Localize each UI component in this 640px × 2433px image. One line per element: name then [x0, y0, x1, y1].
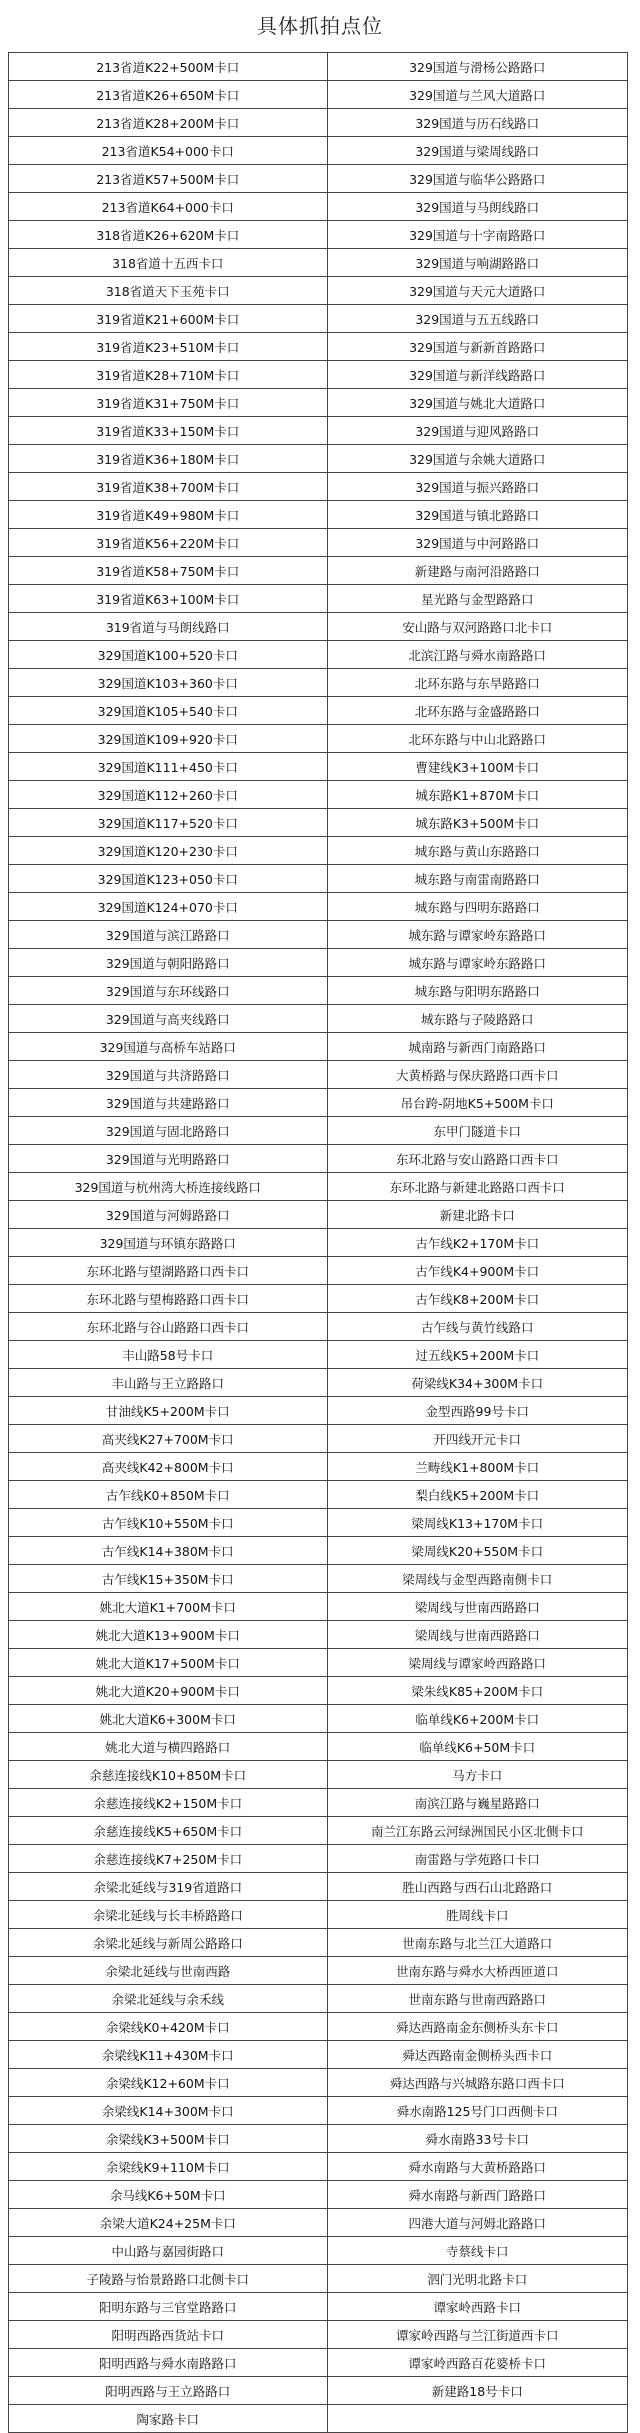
checkpoint-cell-right: 世南东路与北兰江大道路口 [327, 1929, 628, 1957]
checkpoint-cell-right: 329国道与临华公路路口 [327, 165, 628, 193]
checkpoint-cell-right: 舜达西路南金侧桥头西卡口 [327, 2041, 628, 2069]
checkpoint-cell-right: 梁周线与谭家岭西路路口 [327, 1649, 628, 1677]
checkpoint-cell-right: 古乍线K2+170M卡口 [327, 1229, 628, 1257]
table-row [9, 305, 628, 333]
checkpoint-cell-right: 舜水南路与新西门路路口 [327, 2181, 628, 2209]
table-row [9, 529, 628, 557]
checkpoint-cell-left: 余马线K6+50M卡口 [9, 2181, 328, 2209]
table-row [9, 2153, 628, 2181]
checkpoint-cell-left: 329国道K120+230卡口 [9, 837, 328, 865]
checkpoint-cell-right: 城东路与谭家岭东路路口 [327, 921, 628, 949]
checkpoint-cell-left: 329国道与杭州湾大桥连接线路口 [9, 1173, 328, 1201]
checkpoint-cell-right: 胜周线卡口 [327, 1901, 628, 1929]
checkpoint-cell-left: 姚北大道K1+700M卡口 [9, 1593, 328, 1621]
checkpoint-cell-left: 213省道K22+500M卡口 [9, 53, 328, 81]
checkpoint-cell-left: 东环北路与谷山路路口西卡口 [9, 1313, 328, 1341]
checkpoint-cell-right: 东甲门隧道卡口 [327, 1117, 628, 1145]
checkpoint-cell-right: 舜水南路125号门口西侧卡口 [327, 2097, 628, 2125]
checkpoint-cell-right: 世南东路与舜水大桥西匝道口 [327, 1957, 628, 1985]
checkpoint-cell-left: 余梁北延线与新周公路路口 [9, 1929, 328, 1957]
checkpoint-cell-right: 吊台跨-阴地K5+500M卡口 [327, 1089, 628, 1117]
checkpoint-cell-right: 谭家岭西路卡口 [327, 2293, 628, 2321]
checkpoint-cell-left: 姚北大道K20+900M卡口 [9, 1677, 328, 1705]
table-row [9, 977, 628, 1005]
checkpoint-cell-left: 东环北路与望湖路路口西卡口 [9, 1257, 328, 1285]
checkpoint-cell-left: 阳明东路与三官堂路路口 [9, 2293, 328, 2321]
checkpoint-cell-left: 古乍线K0+850M卡口 [9, 1481, 328, 1509]
checkpoint-cell-left: 319省道与马朗线路口 [9, 613, 328, 641]
table-row [9, 1257, 628, 1285]
checkpoint-cell-right: 舜达西路与兴城路东路口西卡口 [327, 2069, 628, 2097]
table-row [9, 501, 628, 529]
table-row [9, 1845, 628, 1873]
checkpoint-cell-right: 寺蔡线卡口 [327, 2237, 628, 2265]
checkpoint-cell-right: 梁周线与世南西路路口 [327, 1621, 628, 1649]
checkpoint-cell-left: 319省道K21+600M卡口 [9, 305, 328, 333]
checkpoint-cell-left: 余梁线K11+430M卡口 [9, 2041, 328, 2069]
table-row [9, 1985, 628, 2013]
table-row [9, 53, 628, 81]
checkpoint-cell-left: 329国道与高夹线路口 [9, 1005, 328, 1033]
checkpoint-cell-left: 余梁线K0+420M卡口 [9, 2013, 328, 2041]
table-row [9, 1957, 628, 1985]
table-row [9, 1565, 628, 1593]
checkpoint-cell-right: 329国道与姚北大道路口 [327, 389, 628, 417]
checkpoint-cell-left: 余梁线K12+60M卡口 [9, 2069, 328, 2097]
checkpoint-cell-right: 北环东路与中山北路路口 [327, 725, 628, 753]
table-row [9, 613, 628, 641]
checkpoint-cell-right: 城东路与阳明东路路口 [327, 977, 628, 1005]
table-row [9, 277, 628, 305]
page-title: 具体抓拍点位 [257, 14, 383, 38]
checkpoint-cell-right: 梁周线K13+170M卡口 [327, 1509, 628, 1537]
table-row [9, 2209, 628, 2237]
table-row [9, 1901, 628, 1929]
checkpoint-cell-left: 姚北大道K17+500M卡口 [9, 1649, 328, 1677]
table-row [9, 1453, 628, 1481]
checkpoint-cell-left: 329国道与东环线路口 [9, 977, 328, 1005]
checkpoint-cell-left: 329国道与河姆路路口 [9, 1201, 328, 1229]
checkpoint-cell-right: 金型西路99号卡口 [327, 1397, 628, 1425]
checkpoint-cell-left: 陶家路卡口 [9, 2405, 328, 2433]
table-row [9, 949, 628, 977]
checkpoint-cell-right: 四港大道与河姆北路路口 [327, 2209, 628, 2237]
checkpoint-cell-right: 梁周线K20+550M卡口 [327, 1537, 628, 1565]
checkpoint-cell-right: 兰畴线K1+800M卡口 [327, 1453, 628, 1481]
checkpoint-cell-left: 329国道K103+360卡口 [9, 669, 328, 697]
checkpoint-cell-right: 舜水南路33号卡口 [327, 2125, 628, 2153]
checkpoint-cell-right: 329国道与梁周线路口 [327, 137, 628, 165]
checkpoint-cell-right: 星光路与金型路路口 [327, 585, 628, 613]
checkpoint-cell-right: 大黄桥路与保庆路路口西卡口 [327, 1061, 628, 1089]
checkpoint-cell-right: 329国道与中河路路口 [327, 529, 628, 557]
table-row [9, 1733, 628, 1761]
table-row [9, 249, 628, 277]
table-row [9, 893, 628, 921]
checkpoint-cell-right: 329国道与振兴路路口 [327, 473, 628, 501]
table-row [9, 1481, 628, 1509]
checkpoint-cell-left: 高夹线K42+800M卡口 [9, 1453, 328, 1481]
checkpoint-cell-left: 329国道与高桥车站路口 [9, 1033, 328, 1061]
checkpoint-cell-left: 329国道与滨江路路口 [9, 921, 328, 949]
table-row [9, 1285, 628, 1313]
checkpoint-cell-right: 马方卡口 [327, 1761, 628, 1789]
checkpoint-cell-left: 329国道与固北路路口 [9, 1117, 328, 1145]
table-row [9, 585, 628, 613]
checkpoint-cell-right: 谭家岭西路百花婆桥卡口 [327, 2349, 628, 2377]
table-row [9, 1117, 628, 1145]
checkpoint-cell-right: 329国道与十字南路路口 [327, 221, 628, 249]
checkpoint-cell-right: 南滨江路与巍星路路口 [327, 1789, 628, 1817]
checkpoint-cell-left: 329国道K100+520卡口 [9, 641, 328, 669]
checkpoint-cell-right: 梁周线与世南西路路口 [327, 1593, 628, 1621]
checkpoint-cell-left: 阳明西路西货站卡口 [9, 2321, 328, 2349]
table-row [9, 2041, 628, 2069]
table-row [9, 361, 628, 389]
checkpoint-cell-left: 318省道K26+620M卡口 [9, 221, 328, 249]
checkpoint-cell-right: 东环北路与安山路路口西卡口 [327, 1145, 628, 1173]
checkpoint-cell-right: 城东路与子陵路路口 [327, 1005, 628, 1033]
table-row [9, 2013, 628, 2041]
table-row [9, 1313, 628, 1341]
checkpoint-cell-right: 古乍线K4+900M卡口 [327, 1257, 628, 1285]
checkpoint-cell-left: 213省道K57+500M卡口 [9, 165, 328, 193]
checkpoint-cell-left: 余梁北延线与319省道路口 [9, 1873, 328, 1901]
checkpoint-cell-left: 余梁北延线与余禾线 [9, 1985, 328, 2013]
table-row [9, 837, 628, 865]
checkpoint-cell-left: 姚北大道K13+900M卡口 [9, 1621, 328, 1649]
checkpoint-cell-right: 舜水南路与大黄桥路路口 [327, 2153, 628, 2181]
checkpoint-cell-left: 318省道天下玉苑卡口 [9, 277, 328, 305]
checkpoint-cell-right: 舜达西路南金东侧桥头东卡口 [327, 2013, 628, 2041]
table-row [9, 1425, 628, 1453]
checkpoint-cell-right: 泗门光明北路卡口 [327, 2265, 628, 2293]
checkpoint-cell-right: 北环东路与金盛路路口 [327, 697, 628, 725]
checkpoint-cell-left: 高夹线K27+700M卡口 [9, 1425, 328, 1453]
table-row [9, 1593, 628, 1621]
checkpoint-cell-right: 城东路与谭家岭东路路口 [327, 949, 628, 977]
table-row [9, 1341, 628, 1369]
checkpoint-cell-left: 余梁大道K24+25M卡口 [9, 2209, 328, 2237]
checkpoint-cell-right: 329国道与余姚大道路口 [327, 445, 628, 473]
table-row [9, 2097, 628, 2125]
checkpoint-cell-left: 余梁北延线与世南西路 [9, 1957, 328, 1985]
table-row [9, 1789, 628, 1817]
checkpoint-cell-left: 古乍线K10+550M卡口 [9, 1509, 328, 1537]
checkpoint-cell-left: 甘油线K5+200M卡口 [9, 1397, 328, 1425]
checkpoint-cell-left: 余梁线K3+500M卡口 [9, 2125, 328, 2153]
checkpoint-cell-right: 梁朱线K85+200M卡口 [327, 1677, 628, 1705]
checkpoint-cell-right: 古乍线与黄竹线路口 [327, 1313, 628, 1341]
checkpoint-cell-right: 荷梁线K34+300M卡口 [327, 1369, 628, 1397]
checkpoint-cell-right: 曹建线K3+100M卡口 [327, 753, 628, 781]
table-row [9, 2181, 628, 2209]
checkpoint-cell-left: 余梁北延线与长丰桥路路口 [9, 1901, 328, 1929]
table-row [9, 1005, 628, 1033]
checkpoint-cell-left: 329国道K111+450卡口 [9, 753, 328, 781]
table-row [9, 445, 628, 473]
table-body [9, 53, 628, 2433]
table-row [9, 165, 628, 193]
checkpoint-cell-left: 329国道与共建路路口 [9, 1089, 328, 1117]
checkpoint-cell-left: 329国道与光明路路口 [9, 1145, 328, 1173]
table-row [9, 1173, 628, 1201]
checkpoint-cell-left: 329国道与共济路路口 [9, 1061, 328, 1089]
checkpoint-cell-left: 余慈连接线K2+150M卡口 [9, 1789, 328, 1817]
table-row [9, 1621, 628, 1649]
checkpoint-cell-left: 319省道K28+710M卡口 [9, 361, 328, 389]
checkpoint-table [8, 52, 628, 2433]
checkpoint-cell-left: 古乍线K14+380M卡口 [9, 1537, 328, 1565]
table-row [9, 1677, 628, 1705]
checkpoint-cell-right: 南雷路与学苑路口卡口 [327, 1845, 628, 1873]
checkpoint-cell-right: 329国道与马朗线路口 [327, 193, 628, 221]
checkpoint-cell-right: 城东路与黄山东路路口 [327, 837, 628, 865]
checkpoint-cell-right: 世南东路与世南西路路口 [327, 1985, 628, 2013]
table-row [9, 1369, 628, 1397]
table-row [9, 221, 628, 249]
table-row [9, 1873, 628, 1901]
checkpoint-cell-right: 329国道与兰风大道路口 [327, 81, 628, 109]
table-row [9, 1817, 628, 1845]
checkpoint-cell-left: 余梁线K9+110M卡口 [9, 2153, 328, 2181]
checkpoint-cell-right: 南兰江东路云河绿洲国民小区北侧卡口 [327, 1817, 628, 1845]
checkpoint-cell-right: 城南路与新西门南路路口 [327, 1033, 628, 1061]
table-row [9, 1089, 628, 1117]
table-row [9, 865, 628, 893]
checkpoint-cell-right: 329国道与历石线路口 [327, 109, 628, 137]
checkpoint-cell-left: 中山路与嘉园街路口 [9, 2237, 328, 2265]
table-row [9, 1705, 628, 1733]
table-row [9, 557, 628, 585]
checkpoint-cell-right: 城东路K3+500M卡口 [327, 809, 628, 837]
table-row [9, 1145, 628, 1173]
checkpoint-cell-left: 329国道K124+070卡口 [9, 893, 328, 921]
checkpoint-cell-left: 213省道K54+000卡口 [9, 137, 328, 165]
table-row [9, 2377, 628, 2405]
table-row [9, 2069, 628, 2097]
checkpoint-cell-right: 329国道与天元大道路口 [327, 277, 628, 305]
checkpoint-cell-left: 姚北大道与横四路路口 [9, 1733, 328, 1761]
checkpoint-cell-right: 329国道与迎风路路口 [327, 417, 628, 445]
checkpoint-cell-right: 谭家岭西路与兰江街道西卡口 [327, 2321, 628, 2349]
checkpoint-cell-right: 新建北路卡口 [327, 1201, 628, 1229]
checkpoint-cell-right: 胜山西路与西石山北路路口 [327, 1873, 628, 1901]
checkpoint-cell-right: 329国道与响湖路路口 [327, 249, 628, 277]
table-row [9, 1397, 628, 1425]
table-row [9, 2237, 628, 2265]
checkpoint-cell-left: 319省道K38+700M卡口 [9, 473, 328, 501]
checkpoint-cell-right: 城东路与四明东路路口 [327, 893, 628, 921]
checkpoint-cell-left: 319省道K56+220M卡口 [9, 529, 328, 557]
table-row [9, 417, 628, 445]
checkpoint-cell-left: 阳明西路与舜水南路路口 [9, 2349, 328, 2377]
checkpoint-cell-right: 过五线K5+200M卡口 [327, 1341, 628, 1369]
checkpoint-cell-left: 余慈连接线K7+250M卡口 [9, 1845, 328, 1873]
checkpoint-cell-left: 319省道K49+980M卡口 [9, 501, 328, 529]
checkpoint-cell-right: 329国道与新新首路路口 [327, 333, 628, 361]
table-row [9, 809, 628, 837]
checkpoint-cell-left: 子陵路与怡景路路口北侧卡口 [9, 2265, 328, 2293]
checkpoint-cell-left: 213省道K64+000卡口 [9, 193, 328, 221]
checkpoint-cell-right: 古乍线K8+200M卡口 [327, 1285, 628, 1313]
checkpoint-cell-right: 安山路与双河路路口北卡口 [327, 613, 628, 641]
checkpoint-cell-left: 329国道K123+050卡口 [9, 865, 328, 893]
table-row [9, 2265, 628, 2293]
table-row [9, 921, 628, 949]
checkpoint-cell-left: 丰山路与王立路路口 [9, 1369, 328, 1397]
checkpoint-cell-left: 东环北路与望梅路路口西卡口 [9, 1285, 328, 1313]
table-row [9, 473, 628, 501]
checkpoint-cell-right: 梁周线与金型西路南侧卡口 [327, 1565, 628, 1593]
checkpoint-cell-right: 城东路K1+870M卡口 [327, 781, 628, 809]
table-row [9, 725, 628, 753]
checkpoint-cell-left: 329国道K109+920卡口 [9, 725, 328, 753]
checkpoint-cell-left: 余梁线K14+300M卡口 [9, 2097, 328, 2125]
checkpoint-cell-right: 329国道与新洋线路路口 [327, 361, 628, 389]
checkpoint-cell-left: 319省道K23+510M卡口 [9, 333, 328, 361]
table-row [9, 1033, 628, 1061]
table-row [9, 81, 628, 109]
table-row [9, 137, 628, 165]
checkpoint-cell-left: 丰山路58号卡口 [9, 1341, 328, 1369]
checkpoint-cell-left: 213省道K26+650M卡口 [9, 81, 328, 109]
checkpoint-cell-right: 北环东路与东旱路路口 [327, 669, 628, 697]
checkpoint-cell-left: 余慈连接线K5+650M卡口 [9, 1817, 328, 1845]
checkpoint-cell-right: 临单线K6+200M卡口 [327, 1705, 628, 1733]
checkpoint-cell-left: 329国道与朝阳路路口 [9, 949, 328, 977]
table-row [9, 641, 628, 669]
checkpoint-cell-right: 329国道与镇北路路口 [327, 501, 628, 529]
checkpoint-cell-right: 城东路与南雷南路路口 [327, 865, 628, 893]
checkpoint-cell-left: 213省道K28+200M卡口 [9, 109, 328, 137]
checkpoint-cell-left: 318省道十五西卡口 [9, 249, 328, 277]
checkpoint-cell-left: 319省道K58+750M卡口 [9, 557, 328, 585]
checkpoint-cell-right: 新建路18号卡口 [327, 2377, 628, 2405]
checkpoint-cell-right: 梨白线K5+200M卡口 [327, 1481, 628, 1509]
checkpoint-cell-left: 古乍线K15+350M卡口 [9, 1565, 328, 1593]
checkpoint-cell-right: 新建路与南河沿路路口 [327, 557, 628, 585]
table-row [9, 1201, 628, 1229]
checkpoint-cell-left: 姚北大道K6+300M卡口 [9, 1705, 328, 1733]
table-row [9, 2125, 628, 2153]
checkpoint-cell-left: 余慈连接线K10+850M卡口 [9, 1761, 328, 1789]
checkpoint-cell-right: 东环北路与新建北路路口西卡口 [327, 1173, 628, 1201]
table-row [9, 1649, 628, 1677]
checkpoint-cell-right [327, 2405, 628, 2433]
table-row [9, 697, 628, 725]
checkpoint-cell-right: 329国道与五五线路口 [327, 305, 628, 333]
table-row [9, 109, 628, 137]
table-row [9, 2321, 628, 2349]
checkpoint-cell-right: 北滨江路与舜水南路路口 [327, 641, 628, 669]
table-row [9, 1229, 628, 1257]
checkpoint-cell-left: 319省道K36+180M卡口 [9, 445, 328, 473]
table-row [9, 753, 628, 781]
table-row [9, 1509, 628, 1537]
checkpoint-cell-left: 319省道K31+750M卡口 [9, 389, 328, 417]
table-row [9, 1537, 628, 1565]
table-row [9, 1929, 628, 1957]
checkpoint-cell-left: 329国道与环镇东路路口 [9, 1229, 328, 1257]
checkpoint-cell-right: 开四线开元卡口 [327, 1425, 628, 1453]
table-row [9, 2349, 628, 2377]
table-row [9, 389, 628, 417]
checkpoint-cell-left: 329国道K105+540卡口 [9, 697, 328, 725]
checkpoint-cell-right: 329国道与滑杨公路路口 [327, 53, 628, 81]
checkpoint-cell-left: 319省道K63+100M卡口 [9, 585, 328, 613]
checkpoint-cell-left: 319省道K33+150M卡口 [9, 417, 328, 445]
checkpoint-cell-left: 阳明西路与王立路路口 [9, 2377, 328, 2405]
table-row [9, 193, 628, 221]
checkpoint-cell-left: 329国道K117+520卡口 [9, 809, 328, 837]
checkpoint-cell-left: 329国道K112+260卡口 [9, 781, 328, 809]
table-row [9, 333, 628, 361]
table-row [9, 2405, 628, 2433]
table-row [9, 1761, 628, 1789]
table-row [9, 1061, 628, 1089]
table-row [9, 669, 628, 697]
table-row [9, 2293, 628, 2321]
table-row [9, 781, 628, 809]
checkpoint-cell-right: 临单线K6+50M卡口 [327, 1733, 628, 1761]
